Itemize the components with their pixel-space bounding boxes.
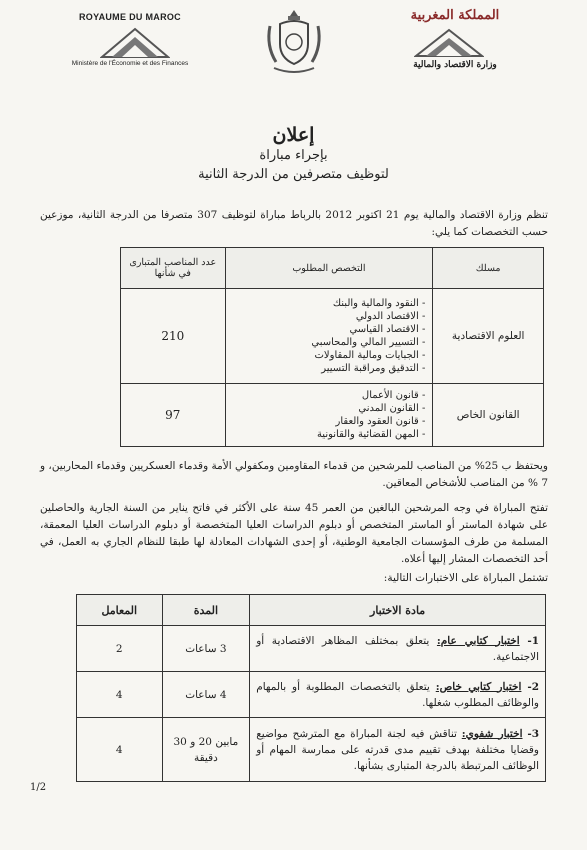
exam-number: 1- (527, 634, 539, 647)
positions-cell: 210 (121, 289, 226, 384)
kingdom-name-fr: ROYAUME DU MAROC (79, 12, 181, 22)
ministry-name-ar: وزارة الاقتصاد والمالية (413, 60, 497, 70)
ministry-logo-left (100, 27, 170, 59)
announcement-title: إعلان (272, 124, 315, 146)
col-exam: مادة الاختبار (250, 595, 546, 626)
ministry-logo-right (414, 28, 484, 58)
exam-name: اختبار شفوي: (461, 727, 523, 740)
list-item: - قانون الأعمال (233, 389, 426, 402)
reserve-paragraph: ويحتفظ ب 25% من المناصب للمرشحين من قدماء المقاومين ومكفولي الأمة وقدماء العسكريين وقدماء المحاربين، و 7 % من المناصب للأشخاص المعاقين. (40, 460, 549, 489)
list-item: - القانون المدني (233, 402, 426, 415)
exam-desc: يتعلق بمختلف المظاهر الاقتصادية أو الاجتماعية. (256, 634, 539, 663)
specialties-table (120, 247, 544, 447)
intro-paragraph: تنظم وزارة الاقتصاد والمالية يوم 21 اكتوبر 2012 بالرباط مباراة لتوظيف 307 متصرفا من الدرجة الثانية، موزعين حسب التخصصات كما يلي: (40, 209, 548, 238)
coef-cell: 4 (77, 672, 163, 718)
list-item: - التسيير المالي والمحاسبي (233, 336, 426, 349)
duration-cell: 3 ساعات (162, 626, 250, 672)
page-number: 1/2 (30, 782, 47, 793)
list-item: - الجبايات ومالية المقاولات (233, 349, 426, 362)
col-specialty: التخصص المطلوب (225, 248, 433, 289)
exam-number: 3- (527, 727, 539, 740)
exam-desc: يتعلق بالتخصصات المطلوبة أو بالمهام والوظائف المطلوب شغلها. (256, 680, 539, 709)
positions-cell: 97 (121, 384, 226, 447)
table-row (77, 718, 546, 782)
announcement-subtitle-1: بإجراء مباراة (259, 148, 328, 163)
royal-emblem-icon (262, 6, 326, 78)
table-row (121, 289, 544, 384)
announcement-subtitle-2: لتوظيف متصرفين من الدرجة الثانية (198, 167, 389, 182)
table-header-row (77, 595, 546, 626)
list-item: - الاقتصاد الدولي (233, 310, 426, 323)
list-item: - النقود والمالية والبنك (233, 297, 426, 310)
duration-cell: 4 ساعات (162, 672, 250, 718)
kingdom-name-ar: المملكة المغربية (410, 8, 500, 23)
specialty-cell (225, 384, 433, 447)
header-arabic (365, 8, 545, 23)
table-header-row (121, 248, 544, 289)
table-row (121, 384, 544, 447)
col-positions: عدد المناصب المتبارى في شأنها (121, 248, 226, 289)
header-french (50, 12, 210, 22)
track-cell: العلوم الاقتصادية (433, 289, 544, 384)
coef-cell: 4 (77, 718, 163, 782)
specialty-cell (225, 289, 433, 384)
exam-cell (250, 626, 546, 672)
exam-cell (250, 672, 546, 718)
exam-name: اختبار كتابي خاص: (435, 680, 522, 693)
table-row (77, 672, 546, 718)
exams-intro: تشتمل المباراة على الاختبارات التالية: (383, 572, 548, 584)
list-item: - الاقتصاد القياسي (233, 323, 426, 336)
exams-table (76, 594, 546, 782)
col-duration: المدة (162, 595, 250, 626)
exam-number: 2- (527, 680, 540, 693)
exam-desc: تناقش فيه لجنة المباراة مع المترشح مواضيع وقضايا مختلفة بهدف تقييم مدى قدرته على ممارسة المهام أو الوظائف المرتبطة بالدرجة المتبارى بشأنها. (256, 727, 539, 772)
col-track: مسلك (433, 248, 544, 289)
exam-cell (250, 718, 546, 782)
table-row (77, 626, 546, 672)
list-item: - المهن القضائية والقانونية (233, 428, 426, 441)
ministry-name-fr: Ministère de l'Économie et des Finances (71, 60, 189, 67)
eligibility-paragraph: تفتح المباراة في وجه المرشحين البالغين من العمر 45 سنة على الأكثر في فاتح يناير من السنة الجارية والحاصلين على شهادة الماستر أو الماستر المتخصص أو دبلوم الدراسات العليا المتخصصة أو دبلوم الدراسات العليا المعمقة، المسلمة من طرف المؤسسات الجامعية الوطنية، أو إحدى الشهادات المعادلة لها طبقا للنظام الجاري به العمل، في أحد التخصصات المشار إليها أعلاه. (40, 502, 548, 565)
coef-cell: 2 (77, 626, 163, 672)
list-item: - قانون العقود والعقار (233, 415, 426, 428)
list-item: - التدقيق ومراقبة التسيير (233, 362, 426, 375)
ministry-fr-block (50, 58, 210, 67)
ministry-ar-block (365, 58, 545, 70)
duration-cell: مابين 20 و 30 دقيقة (162, 718, 250, 782)
exam-name: اختبار كتابي عام: (436, 634, 520, 647)
track-cell: القانون الخاص (433, 384, 544, 447)
col-coefficient: المعامل (77, 595, 163, 626)
